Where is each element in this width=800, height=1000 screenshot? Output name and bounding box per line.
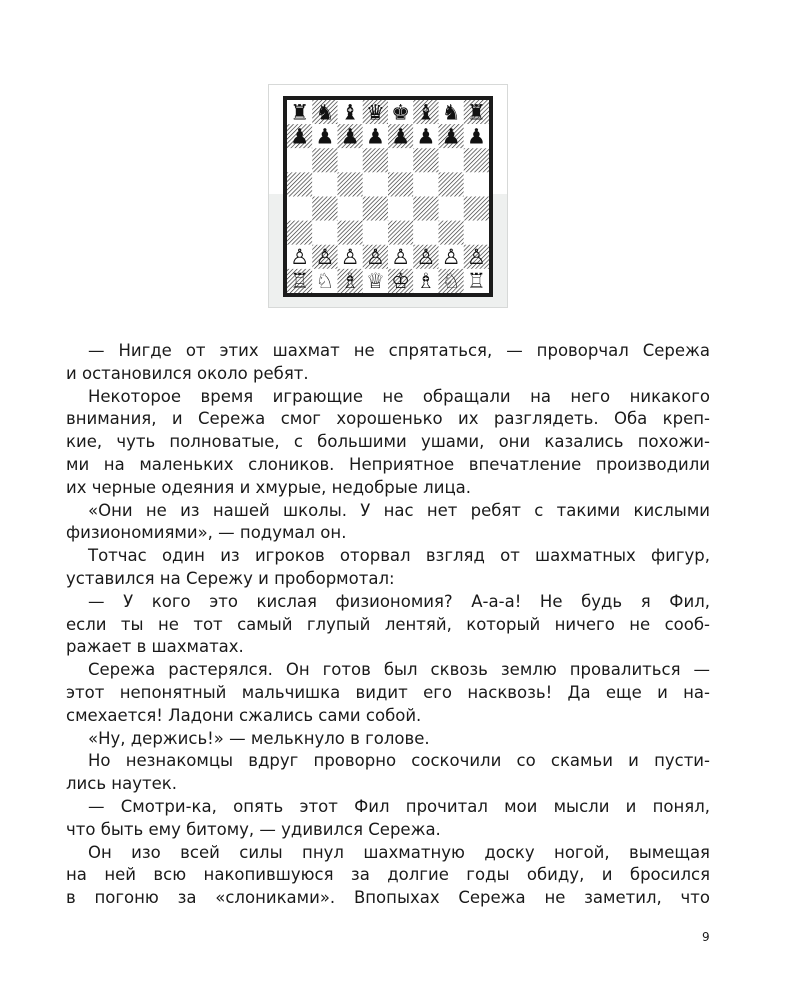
dark-square [312, 148, 337, 172]
text-line: на ней всю накопившуюся за долгие годы обиду, и бросился [66, 865, 710, 885]
text-line: ми на маленьких слоников. Неприятное впечатление производили [66, 454, 710, 474]
dark-square [464, 148, 489, 172]
black-piece-icon: ♟ [290, 124, 310, 149]
light-square [338, 148, 363, 172]
text-line: и остановился около ребят. [66, 363, 309, 383]
body-text [66, 340, 710, 910]
light-square [363, 172, 388, 196]
black-piece-icon: ♝ [416, 100, 436, 125]
text-line: ражает в шахматах. [66, 637, 244, 657]
text-line: кие, чуть полноватые, с большими ушами, они казались похожи- [66, 432, 710, 452]
text-line: «Ну, держись!» — мелькнуло в голове. [88, 728, 430, 748]
light-square [287, 148, 312, 172]
dark-square [413, 197, 438, 221]
text-line: в погоню за «слониками». Впопыхах Сережа не заметил, что [66, 888, 710, 908]
white-piece-icon: ♙ [416, 245, 436, 270]
white-piece-icon: ♙ [290, 245, 310, 270]
black-piece-icon: ♟ [416, 124, 436, 149]
black-piece-icon: ♟ [340, 124, 360, 149]
page-number: 9 [702, 930, 710, 944]
text-line: если ты не тот самый глупый лентяй, который ничего не сооб- [66, 614, 710, 634]
light-square [338, 197, 363, 221]
dark-square [439, 221, 464, 245]
light-square [312, 221, 337, 245]
dark-square [439, 172, 464, 196]
white-piece-icon: ♙ [391, 245, 411, 270]
light-square [439, 148, 464, 172]
text-line: этот непонятный мальчишка видит его насквозь! Да еще и на- [66, 682, 710, 702]
text-line: — Смотри-ка, опять этот Фил прочитал мои мысли и понял, [88, 796, 710, 816]
black-piece-icon: ♞ [315, 100, 335, 125]
text-line: их черные одеяния и хмурые, недобрые лица. [66, 477, 472, 497]
light-square [363, 221, 388, 245]
dark-square [287, 221, 312, 245]
chessboard-illustration [283, 96, 493, 297]
text-line: Некоторое время играющие не обращали на него никакого [88, 386, 710, 406]
black-piece-icon: ♟ [365, 124, 385, 149]
white-piece-icon: ♗ [416, 269, 436, 294]
light-square [312, 172, 337, 196]
light-square [464, 221, 489, 245]
black-piece-icon: ♜ [466, 100, 486, 125]
text-line: Но незнакомцы вдруг проворно соскочили со скамьи и пусти- [88, 751, 710, 771]
light-square [413, 221, 438, 245]
black-piece-icon: ♝ [340, 100, 360, 125]
white-piece-icon: ♙ [315, 245, 335, 270]
text-line: Тотчас один из игроков оторвал взгляд от шахматных фигур, [88, 546, 710, 566]
dark-square [287, 172, 312, 196]
text-line: уставился на Сережу и пробормотал: [66, 568, 395, 588]
white-piece-icon: ♔ [391, 269, 411, 294]
black-piece-icon: ♜ [290, 100, 310, 125]
dark-square [363, 148, 388, 172]
light-square [413, 172, 438, 196]
dark-square [464, 197, 489, 221]
white-piece-icon: ♙ [365, 245, 385, 270]
white-piece-icon: ♙ [340, 245, 360, 270]
text-line: внимания, и Сережа смог хорошенько их разглядеть. Оба креп- [66, 409, 710, 429]
black-piece-icon: ♞ [441, 100, 461, 125]
dark-square [338, 221, 363, 245]
text-line: физиономиями», — подумал он. [66, 523, 347, 543]
white-piece-icon: ♗ [340, 269, 360, 294]
dark-square [388, 172, 413, 196]
light-square [464, 172, 489, 196]
light-square [439, 197, 464, 221]
text-line: — У кого это кислая физиономия? А-а-а! Не будь я Фил, [88, 591, 710, 611]
text-line: «Они не из нашей школы. У нас нет ребят с такими кислыми [88, 500, 710, 520]
text-line: смехается! Ладони сжались сами собой. [66, 705, 422, 725]
dark-square [388, 221, 413, 245]
white-piece-icon: ♙ [466, 245, 486, 270]
white-piece-icon: ♕ [365, 269, 385, 294]
black-piece-icon: ♟ [315, 124, 335, 149]
white-piece-icon: ♖ [466, 269, 486, 294]
white-piece-icon: ♖ [290, 269, 310, 294]
black-piece-icon: ♟ [466, 124, 486, 149]
black-piece-icon: ♟ [391, 124, 411, 149]
text-line: лись наутек. [66, 774, 177, 794]
text-line: Сережа растерялся. Он готов был сквозь землю провалиться — [88, 660, 710, 680]
text-line: что быть ему битому, — удивился Сережа. [66, 819, 441, 839]
light-square [388, 148, 413, 172]
white-piece-icon: ♘ [441, 269, 461, 294]
dark-square [363, 197, 388, 221]
white-piece-icon: ♙ [441, 245, 461, 270]
black-piece-icon: ♚ [391, 100, 411, 125]
white-piece-icon: ♘ [315, 269, 335, 294]
black-piece-icon: ♟ [441, 124, 461, 149]
light-square [388, 197, 413, 221]
text-line: — Нигде от этих шахмат не спрятаться, — проворчал Сережа [88, 341, 710, 360]
dark-square [413, 148, 438, 172]
black-piece-icon: ♛ [365, 100, 385, 125]
dark-square [338, 172, 363, 196]
text-line: Он изо всей силы пнул шахматную доску ногой, вымещая [88, 842, 710, 862]
dark-square [312, 197, 337, 221]
light-square [287, 197, 312, 221]
